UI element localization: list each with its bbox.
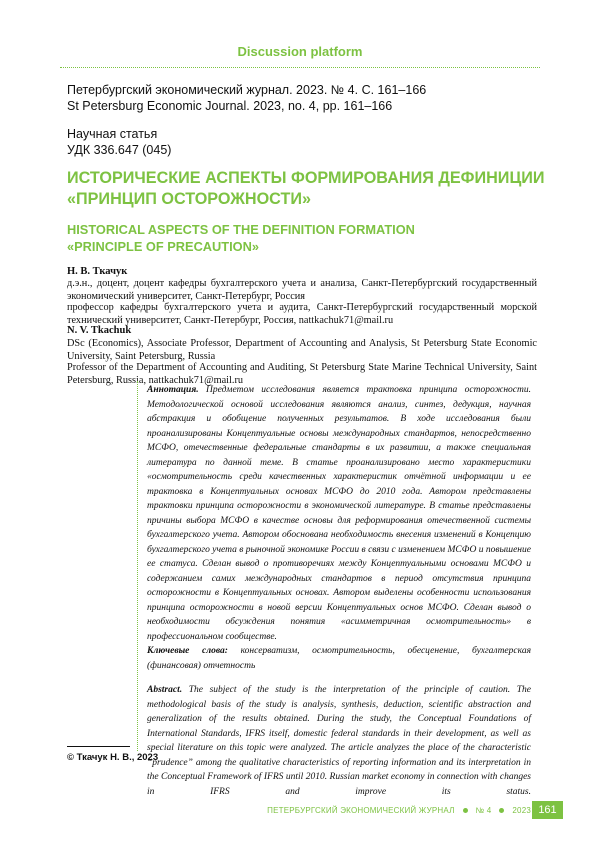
keywords-ru-label: Ключевые слова: (147, 646, 228, 656)
title-ru-line-2: «ПРИНЦИП ОСТОРОЖНОСТИ» (67, 190, 311, 208)
header-divider (60, 67, 540, 68)
footer-journal: ПЕТЕРБУРГСКИЙ ЭКОНОМИЧЕСКИЙ ЖУРНАЛ (267, 806, 455, 815)
citation-en: St Petersburg Economic Journal. 2023, no. 4, pp. 161–166 (67, 99, 393, 113)
footer-issue: № 4 (475, 806, 492, 815)
abstract-ru-label: Аннотация. (147, 385, 199, 395)
title-ru (67, 168, 547, 210)
affiliation-ru-2: профессор кафедры бухгалтерского учета и аудита, Санкт-Петербургский государственный морской технический университет, Санкт-Петербург, Россия, nattkachuk71@mail.ru (67, 302, 537, 326)
footer-year: 2023 (512, 806, 531, 815)
copyright: © Ткачук Н. В., 2023 (67, 752, 159, 763)
abstract-en-text: The subject of the study is the interpretation of the principle of caution. The methodological basis of the study is analysis, synthesis, deduction, scientific abstraction and generalization of the results obtained. During the study, the Conceptual Foundations of International Standards, IFRS itself, domestic federal standards in their development, as well as special literature on this topic were analyzed. The article analyzes the place of the characteristic “prudence” among the qualitative characteristics of reporting information and its interpretation in the Conceptual Framework of IFRS until 2010. Russian market economy in connection with changes in IFRS and improve its status. (147, 685, 532, 797)
keywords-ru (147, 644, 531, 673)
abstract-ru (147, 383, 531, 644)
footer (267, 806, 531, 815)
affiliation-en-2: Professor of the Department of Accounting and Auditing, St Petersburg State Marine Technical University, Saint Petersburg, Russia, nattkachuk71@mail.ru (67, 362, 537, 386)
udc-code: УДК 336.647 (045) (67, 143, 172, 157)
affiliation-en-1: DSc (Economics), Associate Professor, Department of Accounting and Analysis, St Petersburg State Economic University, Saint Petersburg, Russia (67, 338, 537, 362)
title-en (67, 221, 547, 255)
abstract-en-label: Abstract. (147, 685, 183, 695)
section-header: Discussion platform (237, 44, 363, 59)
abstract-ru-text: Предметом исследования является трактовка принципа осторожности. Методологической основой исследования являются анализ, синтез, дедукция, научная абстракция и обобщение полученных результатов. В ходе исследования были проанализированы Концептуальные основы международных стандартов, непосредственно МСФО, отечественные федеральные стандарты в их развитии, а также специальная литература по данной теме. В статье проанализировано место характеристики «осмотрительность среди качественных характеристик отчётной информации и ее трактовка в Концептуальных основах МСФО до 2010 года. Автором представлены трактовки принципа осторожности в экономической литературе. В статье представлены причины выбора МСФО в качестве основы для реформирования отечественной системы бухгалтерского учета. Автором обоснована необходимость внесения изменений в Концепцию бухгалтерского учета в рыночной экономике России в связи с изменением МСФО и повышение ее статуса. Сделан вывод о противоречиях между Концептуальными основами МСФО и содержанием самих международных стандартов в период отсутствия принципа осторожности в Концептуальных основах. Автором выделены особенности использования принципа осторожности в новой версии Концептуальных основ МСФО. Сделан вывод о необходимости обсуждения понятия «асимметричная осмотрительность» в профессиональном сообществе. (147, 385, 532, 642)
author-name-ru: Н. В. Ткачук (67, 266, 128, 277)
citation-ru: Петербургский экономический журнал. 2023. № 4. С. 161–166 (67, 83, 427, 97)
bullet-icon (499, 808, 504, 813)
title-ru-line-1: ИСТОРИЧЕСКИЕ АСПЕКТЫ ФОРМИРОВАНИЯ ДЕФИНИЦИИ (67, 169, 545, 187)
affiliation-ru-1: д.э.н., доцент, доцент кафедры бухгалтерского учета и анализа, Санкт-Петербургский государственный экономический университет, Санкт-Петербург, Россия (67, 278, 537, 302)
page-number: 161 (532, 801, 563, 819)
title-en-line-1: HISTORICAL ASPECTS OF THE DEFINITION FORMATION (67, 222, 415, 237)
copyright-divider (67, 746, 130, 747)
author-name-en: N. V. Tkachuk (67, 325, 132, 336)
article-type: Научная статья (67, 127, 158, 141)
title-en-line-2: «PRINCIPLE OF PRECAUTION» (67, 239, 259, 254)
abstract-divider (137, 381, 138, 751)
keywords-ru-text: консерватизм, осмотрительность, обесценение, бухгалтерская (финансовая) отчетность (147, 646, 531, 671)
bullet-icon (463, 808, 468, 813)
abstract-en (147, 683, 531, 799)
